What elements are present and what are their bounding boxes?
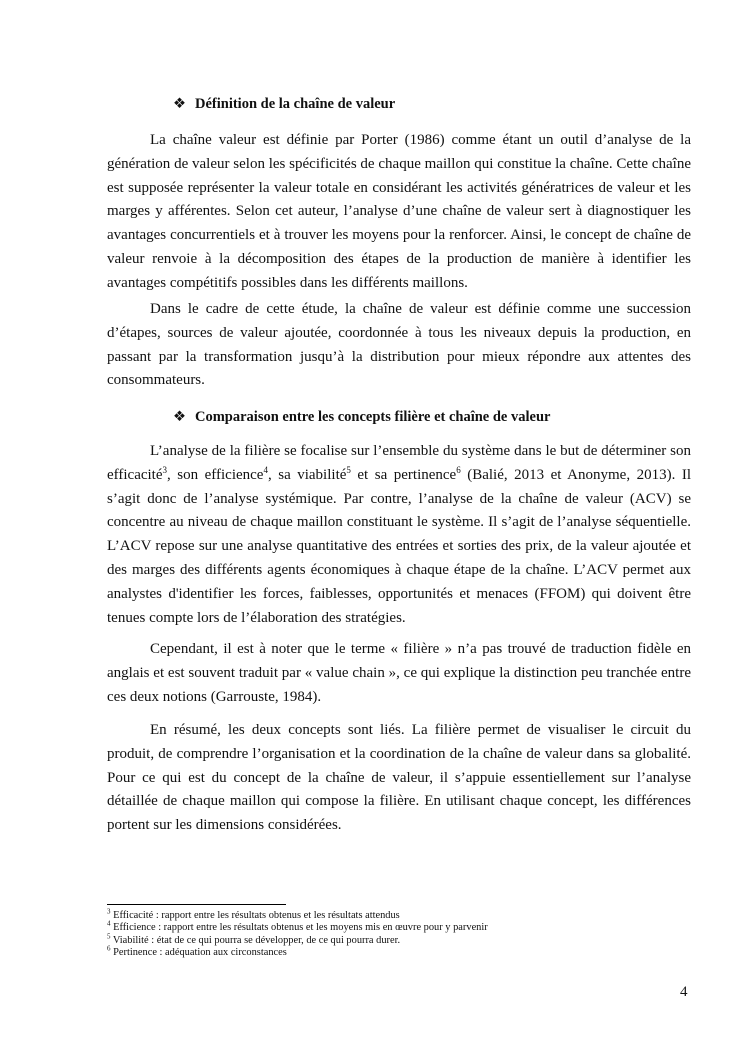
paragraph-summary: En résumé, les deux concepts sont liés. La filière permet de visualiser le circuit du produit, de comprendre l’organisation et la coordination de la chaîne de valeur dans sa globalité. Pour ce qui est du concept de la chaîne de valeur, il s’appuie essentiellement sur l’analyse détaillée de chaque maillon qui compose la filière. En utilisant chaque concept, les différences portent sur les dimensions considérées.	[107, 722, 691, 834]
paragraph-definition: La chaîne valeur est définie par Porter (1986) comme étant un outil d’analyse de la génération de valeur selon les spécificités de chaque maillon qui constitue la chaîne. Cette chaîne est supposée représenter la valeur totale en considérant les activités génératrices de valeur et les marges y afférentes. Selon cet auteur, l’analyse d’une chaîne de valeur sert à diagnostiquer les avantages concurrentiels et à trouver les moyens pour la renforcer. Ainsi, le concept de chaîne de valeur renvoie à la décomposition des étapes de la production de manière à identifier les avantages compétitifs possibles dans les différents maillons.	[107, 132, 691, 291]
footnote-item: $^6$ Pertinence : adéquation aux circonstances	[107, 944, 287, 959]
footnote-ref-5: 5	[346, 464, 351, 475]
footnote-separator	[107, 904, 286, 905]
diamond-bullet-icon: ❖	[173, 409, 186, 425]
section-heading-definition	[173, 94, 395, 114]
footnote-ref-6: 6	[456, 464, 461, 475]
paragraph-study-definition: Dans le cadre de cette étude, la chaîne de valeur est définie comme une succession d’étapes, sources de valeur ajoutée, coordonnée à tous les niveaux depuis la production, en passant par la transformation jusqu’à la distribution pour mieux répondre aux attentes des consommateurs.	[107, 301, 691, 389]
paragraph-comparison: L’analyse de la filière se focalise sur l’ensemble du système dans le but de déterminer son efficacité$^3$, son efficience$^4$, sa viabilité$^5$ et sa pertinence$^6$ (Balié, 2013 et Anonyme, 2013). Il s’agit donc de l’analyse systémique. Par contre, l’analyse de la chaîne de valeur (ACV) se concentre au niveau de chaque maillon constituant le système. Il s’agit de l’analyse séquentielle. L’ACV repose sur une analyse quantitative des entrées et sorties des prix, de la valeur ajoutée et des marges des différents agents économiques à chaque étape de la chaîne. L’ACV permet aux analystes d'identifier les forces, faiblesses, opportunités et menaces (FFOM) qui doivent être tenues compte lors de l’élaboration des stratégies.	[107, 443, 691, 626]
paragraph-translation-note: Cependant, il est à noter que le terme « filière » n’a pas trouvé de traduction fidèle en anglais et est souvent traduit par « value chain », ce qui explique la distinction peu tranchée entre ces deux notions (Garrouste, 1984).	[107, 641, 691, 705]
footnote-ref-3: 3	[162, 464, 168, 475]
footnote-item: $^5$ Viabilité : état de ce qui pourra se développer, de ce qui pourra durer.	[107, 932, 401, 946]
diamond-bullet-icon: ❖	[173, 96, 186, 112]
page-number: 4	[680, 984, 688, 1000]
footnotes	[107, 907, 667, 960]
footnote-item: $^3$ Efficacité : rapport entre les résultats obtenus et les résultats attendus	[107, 907, 400, 921]
section-heading-text: Définition de la chaîne de valeur	[195, 96, 396, 112]
section-heading-text: Comparaison entre les concepts filière et chaîne de valeur	[195, 409, 551, 425]
section-heading-comparison	[173, 407, 550, 427]
footnote-ref-4: 4	[263, 464, 268, 475]
footnote-item: $^4$ Efficience : rapport entre les résultats obtenus et les moyens mis en œuvre pour y parvenir	[107, 919, 488, 934]
